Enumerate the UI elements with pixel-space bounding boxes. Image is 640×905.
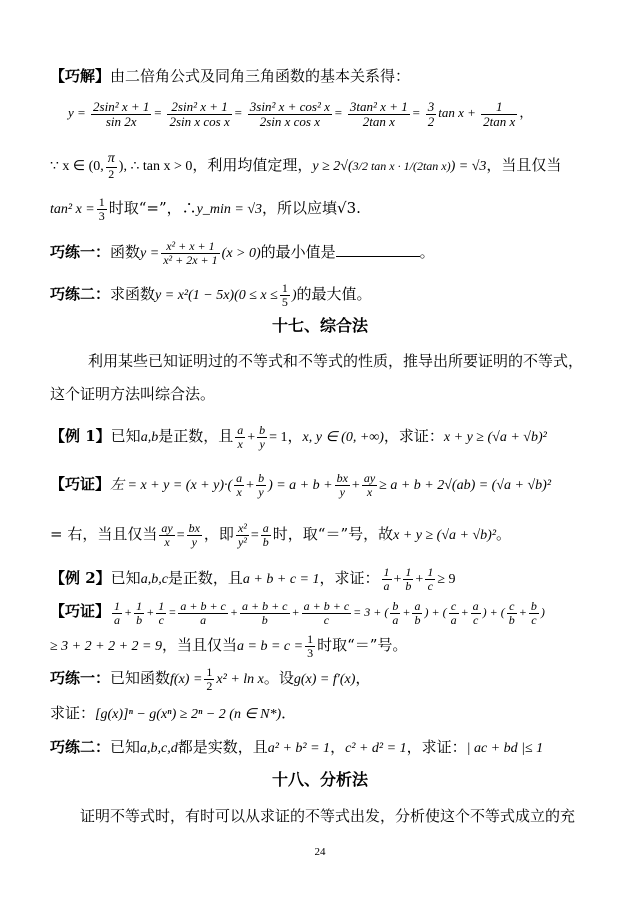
proof-1-line-2: = 右，当且仅当 $\frac{ay}{x}$ = $\frac{bx}{y}$ ，即 $\frac{\text{x²}}{\text{y²}}$ = $\frac{a}{b}$ 时，取“＝”号，故x + y ≥ (√a + √b)²。 <box>50 521 512 549</box>
equality-condition-line: tan² x = $\frac{1}{3}$ 时取“=”，∴y_min = √3，所以应填√3. <box>50 195 361 223</box>
fraction-2: $\frac{\text{2sin² x + 1}}{\text{2sin x cos x}}$ <box>169 99 230 129</box>
solution-intro <box>50 66 600 86</box>
proof-tag: 【巧证】 <box>50 601 111 620</box>
formula-y-label: y = <box>68 105 86 121</box>
page-number: 24 <box>314 846 326 858</box>
exercise-tag: 巧练二： <box>50 285 111 304</box>
section-heading-17: 十七、综合法 <box>271 316 368 335</box>
section-heading-18: 十八、分析法 <box>271 770 368 789</box>
example-1: 【例 1】已知a,b是正数，且 $\frac{a}{x}$ + $\frac{b}{y}$ = 1，x, y ∈ (0, +∞)，求证：x + y ≥ (√a + √b)² <box>50 423 547 451</box>
proof-2-line-1: 【巧证】 $\frac{1}{a}$ + $\frac{1}{b}$ + $\frac{1}{c}$ = $\frac{a + b + c}{a}$ + $\frac{a + b + c}{b}$ + $\frac{a + b + c}{c}$ = 3 + ( $\frac{b}{a}$ + $\frac{a}{b}$ ) + ( $\frac{c}{a}$ + $\frac{a}{c}$ ) + ( $\frac{c}{b}$ + $\frac{b}{c}$ ) <box>50 599 545 627</box>
paragraph-18-line-1: 证明不等式时，有时可以从求证的不等式出发，分析使这个不等式成立的充 <box>80 807 576 825</box>
fraction-5: $\frac{3}{2}$ <box>427 99 435 129</box>
fraction-6: $\frac{1}{\text{2tan x}}$ <box>483 99 516 129</box>
fraction-4: $\frac{\text{3tan² x + 1}}{\text{2tan x}}$ <box>349 99 408 129</box>
paragraph-17-line-2: 这个证明方法叫综合法。 <box>50 385 216 403</box>
exercise-tag: 巧练二： <box>50 738 111 756</box>
paragraph-17-line-1: 利用某些已知证明过的不等式和不等式的性质，推导出所要证明的不等式， <box>88 352 584 370</box>
formula-y-derivation: y = $\frac{\text{2sin² x + 1}}{\sin 2x}$ = $\frac{\text{2sin² x + 1}}{\text{2sin x cos x}}$ = $\frac{\text{3sin² x + cos² x}}{\text{2sin x cos x}}$ = $\frac{\text{3tan² x + 1}}{\text{2tan x}}$ = $\frac{3}{2}$ tan x + $\frac{1}{\text{2tan x}}$ ， <box>68 99 533 129</box>
exercise-2-a: 巧练二：求函数y = x²(1 − 5x)(0 ≤ x ≤ $\frac{1}{5}$ )的最大值。 <box>50 281 372 309</box>
fraction-1: $\frac{\text{2sin² x + 1}}{\sin 2x}$ <box>93 99 150 129</box>
proof-2-line-2: ≥ 3 + 2 + 2 + 2 = 9，当且仅当a = b = c = $\frac{1}{3}$ 时取“＝”号。 <box>50 632 408 660</box>
exercise-1-b-prove: 求证：[g(x)]ⁿ − g(xⁿ) ≥ 2ⁿ − 2 (n ∈ N*)． <box>50 704 297 722</box>
answer-blank <box>336 244 420 257</box>
exercise-1-a: 巧练一：函数y = $\frac{\text{x² + x + 1}}{\text{x² + 2x + 1}}$ (x > 0)的最小值是 。 <box>50 239 435 267</box>
example-2: 【例 2】已知a,b,c是正数，且a + b + c = 1，求证： $\frac{1}{a}$ + $\frac{1}{b}$ + $\frac{1}{c}$ ≥ 9 <box>50 565 456 593</box>
fraction-3: $\frac{\text{3sin² x + cos² x}}{\text{2sin x cos x}}$ <box>249 99 330 129</box>
example-tag: 【例 1】 <box>50 427 111 446</box>
solution-tag: 【巧解】 <box>50 67 111 85</box>
am-gm-line: ∵ x ∈ (0, $\frac{\pi}{2}$ ), ∴ tan x > 0，利用均值定理，y ≥ 2√(3/2 tan x · 1/(2tan x)) = √3，当且仅当 <box>50 151 562 181</box>
example-tag: 【例 2】 <box>50 569 111 588</box>
exercise-2-b: 巧练二：已知a,b,c,d都是实数，且a² + b² = 1，c² + d² = 1，求证：| ac + bd |≤ 1 <box>50 738 544 756</box>
exercise-tag: 巧练一： <box>50 243 111 262</box>
proof-tag: 【巧证】 <box>50 475 111 494</box>
exercise-tag: 巧练一： <box>50 669 111 688</box>
proof-1-line-1: 【巧证】左 = x + y = (x + y)·( $\frac{a}{x}$ + $\frac{b}{y}$ ) = a + b + $\frac{bx}{y}$ + $\frac{ay}{x}$ ≥ a + b + 2√(ab) = (√a + √b)² <box>50 471 552 499</box>
solution-intro-text: 由二倍角公式及同角三角函数的基本关系得： <box>110 67 411 85</box>
exercise-1-b: 巧练一：已知函数f(x) = $\frac{1}{2}$ x² + ln x。设g(x) = f′(x)， <box>50 665 371 693</box>
